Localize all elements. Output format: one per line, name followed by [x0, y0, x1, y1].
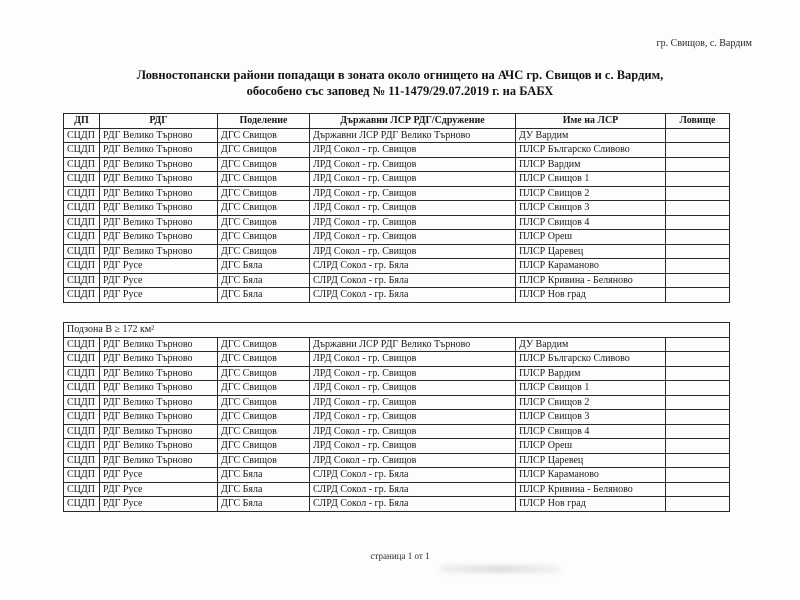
table-row — [64, 186, 730, 201]
cell-lsr-name: ДУ Вардим — [516, 337, 666, 352]
cell-lsr-name: ПЛСР Свищов 1 — [516, 381, 666, 396]
cell-rdg: РДГ Велико Търново — [100, 366, 218, 381]
cell-lsr-name: ПЛСР Свищов 3 — [516, 201, 666, 216]
subzone-header-row — [64, 323, 730, 338]
header-rdg: РДГ — [100, 114, 218, 129]
cell-dp: СЦДП — [64, 244, 100, 259]
cell-rdg: РДГ Русе — [100, 468, 218, 483]
cell-state-lsr: Държавни ЛСР РДГ Велико Търново — [310, 337, 516, 352]
cell-lovishte — [666, 410, 730, 425]
cell-rdg: РДГ Русе — [100, 482, 218, 497]
cell-lsr-name: ПЛСР Вардим — [516, 366, 666, 381]
title-line-2: обособено със заповед № 11-1479/29.07.2019 г. на БАБХ — [246, 84, 554, 98]
cell-lsr-name: ПЛСР Караманово — [516, 259, 666, 274]
cell-lsr-name: ПЛСР Свищов 1 — [516, 172, 666, 187]
cell-state-lsr: СЛРД Сокол - гр. Бяла — [310, 273, 516, 288]
cell-rdg: РДГ Велико Търново — [100, 186, 218, 201]
table-row — [64, 468, 730, 483]
cell-state-lsr: ЛРД Сокол - гр. Свищов — [310, 244, 516, 259]
cell-lovishte — [666, 157, 730, 172]
cell-podelenie: ДГС Свищов — [218, 352, 310, 367]
cell-rdg: РДГ Русе — [100, 497, 218, 512]
cell-dp: СЦДП — [64, 230, 100, 245]
cell-lovishte — [666, 497, 730, 512]
cell-lsr-name: ПЛСР Свищов 2 — [516, 395, 666, 410]
cell-lsr-name: ПЛСР Българско Сливово — [516, 352, 666, 367]
cell-dp: СЦДП — [64, 143, 100, 158]
cell-lsr-name: ПЛСР Свищов 4 — [516, 215, 666, 230]
cell-podelenie: ДГС Свищов — [218, 366, 310, 381]
cell-podelenie: ДГС Свищов — [218, 157, 310, 172]
table-row — [64, 143, 730, 158]
cell-podelenie: ДГС Бяла — [218, 468, 310, 483]
cell-rdg: РДГ Велико Търново — [100, 439, 218, 454]
cell-podelenie: ДГС Свищов — [218, 230, 310, 245]
hunting-areas-table — [63, 113, 730, 303]
table-row — [64, 273, 730, 288]
cell-state-lsr: СЛРД Сокол - гр. Бяла — [310, 497, 516, 512]
cell-podelenie: ДГС Свищов — [218, 337, 310, 352]
cell-lovishte — [666, 395, 730, 410]
table-row — [64, 337, 730, 352]
cell-rdg: РДГ Велико Търново — [100, 143, 218, 158]
cell-state-lsr: ЛРД Сокол - гр. Свищов — [310, 157, 516, 172]
cell-state-lsr: Държавни ЛСР РДГ Велико Търново — [310, 128, 516, 143]
header-state-lsr: Държавни ЛСР РДГ/Сдружение — [310, 114, 516, 129]
cell-podelenie: ДГС Бяла — [218, 259, 310, 274]
cell-dp: СЦДП — [64, 395, 100, 410]
cell-state-lsr: ЛРД Сокол - гр. Свищов — [310, 381, 516, 396]
cell-dp: СЦДП — [64, 366, 100, 381]
cell-rdg: РДГ Велико Търново — [100, 244, 218, 259]
cell-dp: СЦДП — [64, 201, 100, 216]
cell-rdg: РДГ Русе — [100, 259, 218, 274]
cell-dp: СЦДП — [64, 186, 100, 201]
cell-dp: СЦДП — [64, 381, 100, 396]
cell-state-lsr: ЛРД Сокол - гр. Свищов — [310, 424, 516, 439]
cell-podelenie: ДГС Свищов — [218, 201, 310, 216]
cell-dp: СЦДП — [64, 352, 100, 367]
cell-lovishte — [666, 273, 730, 288]
cell-rdg: РДГ Велико Търново — [100, 157, 218, 172]
table-row — [64, 230, 730, 245]
cell-rdg: РДГ Велико Търново — [100, 215, 218, 230]
cell-lsr-name: ПЛСР Свищов 2 — [516, 186, 666, 201]
document-title — [60, 67, 740, 99]
cell-lovishte — [666, 201, 730, 216]
cell-lovishte — [666, 337, 730, 352]
table-row — [64, 201, 730, 216]
table-row — [64, 439, 730, 454]
cell-rdg: РДГ Велико Търново — [100, 381, 218, 396]
cell-podelenie: ДГС Бяла — [218, 288, 310, 303]
cell-podelenie: ДГС Свищов — [218, 143, 310, 158]
cell-rdg: РДГ Велико Търново — [100, 172, 218, 187]
cell-state-lsr: ЛРД Сокол - гр. Свищов — [310, 186, 516, 201]
cell-podelenie: ДГС Свищов — [218, 453, 310, 468]
cell-podelenie: ДГС Свищов — [218, 186, 310, 201]
cell-lsr-name: ДУ Вардим — [516, 128, 666, 143]
cell-dp: СЦДП — [64, 172, 100, 187]
cell-lsr-name: ПЛСР Кривина - Беляново — [516, 482, 666, 497]
cell-state-lsr: ЛРД Сокол - гр. Свищов — [310, 215, 516, 230]
cell-rdg: РДГ Велико Търново — [100, 201, 218, 216]
cell-lovishte — [666, 381, 730, 396]
cell-lsr-name: ПЛСР Царевец — [516, 244, 666, 259]
cell-lovishte — [666, 186, 730, 201]
cell-dp: СЦДП — [64, 468, 100, 483]
cell-podelenie: ДГС Свищов — [218, 439, 310, 454]
table-row — [64, 288, 730, 303]
cell-state-lsr: СЛРД Сокол - гр. Бяла — [310, 482, 516, 497]
cell-dp: СЦДП — [64, 453, 100, 468]
table-row — [64, 482, 730, 497]
cell-lovishte — [666, 352, 730, 367]
cell-lovishte — [666, 143, 730, 158]
cell-lovishte — [666, 453, 730, 468]
cell-lsr-name: ПЛСР Кривина - Беляново — [516, 273, 666, 288]
cell-lovishte — [666, 172, 730, 187]
table-row — [64, 453, 730, 468]
cell-state-lsr: ЛРД Сокол - гр. Свищов — [310, 230, 516, 245]
cell-podelenie: ДГС Бяла — [218, 273, 310, 288]
cell-dp: СЦДП — [64, 482, 100, 497]
cell-state-lsr: СЛРД Сокол - гр. Бяла — [310, 468, 516, 483]
cell-lsr-name: ПЛСР Свищов 3 — [516, 410, 666, 425]
table-row — [64, 395, 730, 410]
table-row — [64, 244, 730, 259]
cell-lsr-name: ПЛСР Ореш — [516, 230, 666, 245]
subzone-title: Подзона В ≥ 172 км² — [64, 323, 730, 338]
cell-lsr-name: ПЛСР Българско Сливово — [516, 143, 666, 158]
cell-lovishte — [666, 128, 730, 143]
location-label: гр. Свищов, с. Вардим — [656, 38, 752, 49]
cell-rdg: РДГ Велико Търново — [100, 395, 218, 410]
cell-podelenie: ДГС Свищов — [218, 395, 310, 410]
cell-dp: СЦДП — [64, 215, 100, 230]
header-podelenie: Поделение — [218, 114, 310, 129]
table-row — [64, 381, 730, 396]
cell-lovishte — [666, 366, 730, 381]
cell-rdg: РДГ Велико Търново — [100, 128, 218, 143]
cell-state-lsr: ЛРД Сокол - гр. Свищов — [310, 352, 516, 367]
cell-state-lsr: ЛРД Сокол - гр. Свищов — [310, 366, 516, 381]
cell-rdg: РДГ Велико Търново — [100, 453, 218, 468]
cell-lovishte — [666, 424, 730, 439]
cell-podelenie: ДГС Свищов — [218, 128, 310, 143]
header-lovishte: Ловище — [666, 114, 730, 129]
cell-rdg: РДГ Русе — [100, 273, 218, 288]
cell-state-lsr: ЛРД Сокол - гр. Свищов — [310, 453, 516, 468]
cell-dp: СЦДП — [64, 128, 100, 143]
cell-state-lsr: СЛРД Сокол - гр. Бяла — [310, 288, 516, 303]
cell-podelenie: ДГС Бяла — [218, 497, 310, 512]
cell-lsr-name: ПЛСР Вардим — [516, 157, 666, 172]
cell-dp: СЦДП — [64, 259, 100, 274]
cell-dp: СЦДП — [64, 439, 100, 454]
scan-smudge — [440, 565, 560, 573]
cell-state-lsr: ЛРД Сокол - гр. Свищов — [310, 439, 516, 454]
cell-dp: СЦДП — [64, 337, 100, 352]
header-lsr-name: Име на ЛСР — [516, 114, 666, 129]
table-row — [64, 352, 730, 367]
cell-podelenie: ДГС Свищов — [218, 381, 310, 396]
table-row — [64, 366, 730, 381]
cell-rdg: РДГ Велико Търново — [100, 352, 218, 367]
table-row — [64, 497, 730, 512]
cell-dp: СЦДП — [64, 273, 100, 288]
cell-lovishte — [666, 215, 730, 230]
cell-lovishte — [666, 468, 730, 483]
table-row — [64, 259, 730, 274]
cell-podelenie: ДГС Свищов — [218, 424, 310, 439]
cell-podelenie: ДГС Свищов — [218, 215, 310, 230]
cell-podelenie: ДГС Свищов — [218, 410, 310, 425]
table-header-row — [64, 114, 730, 129]
cell-rdg: РДГ Велико Търново — [100, 337, 218, 352]
cell-lovishte — [666, 482, 730, 497]
cell-podelenie: ДГС Бяла — [218, 482, 310, 497]
cell-podelenie: ДГС Свищов — [218, 172, 310, 187]
cell-state-lsr: ЛРД Сокол - гр. Свищов — [310, 201, 516, 216]
cell-dp: СЦДП — [64, 157, 100, 172]
cell-rdg: РДГ Велико Търново — [100, 410, 218, 425]
cell-lsr-name: ПЛСР Ореш — [516, 439, 666, 454]
cell-lovishte — [666, 288, 730, 303]
cell-dp: СЦДП — [64, 424, 100, 439]
table-body — [64, 337, 730, 511]
cell-lsr-name: ПЛСР Царевец — [516, 453, 666, 468]
cell-rdg: РДГ Велико Търново — [100, 230, 218, 245]
table-row — [64, 128, 730, 143]
cell-lsr-name: ПЛСР Нов град — [516, 288, 666, 303]
table-row — [64, 410, 730, 425]
table-row — [64, 172, 730, 187]
subzone-table — [63, 322, 730, 512]
cell-state-lsr: ЛРД Сокол - гр. Свищов — [310, 172, 516, 187]
cell-state-lsr: СЛРД Сокол - гр. Бяла — [310, 259, 516, 274]
table-row — [64, 157, 730, 172]
cell-podelenie: ДГС Свищов — [218, 244, 310, 259]
header-dp: ДП — [64, 114, 100, 129]
cell-rdg: РДГ Русе — [100, 288, 218, 303]
cell-dp: СЦДП — [64, 410, 100, 425]
table-row — [64, 215, 730, 230]
cell-lovishte — [666, 439, 730, 454]
cell-dp: СЦДП — [64, 288, 100, 303]
cell-lsr-name: ПЛСР Караманово — [516, 468, 666, 483]
page-number: страница 1 от 1 — [370, 551, 430, 561]
cell-lsr-name: ПЛСР Свищов 4 — [516, 424, 666, 439]
cell-lsr-name: ПЛСР Нов град — [516, 497, 666, 512]
cell-lovishte — [666, 244, 730, 259]
cell-rdg: РДГ Велико Търново — [100, 424, 218, 439]
cell-lovishte — [666, 259, 730, 274]
title-line-1: Ловностопански райони попадащи в зоната около огнището на АЧС гр. Свищов и с. Вардим, — [136, 68, 664, 82]
cell-state-lsr: ЛРД Сокол - гр. Свищов — [310, 143, 516, 158]
table-body — [64, 128, 730, 302]
cell-dp: СЦДП — [64, 497, 100, 512]
cell-state-lsr: ЛРД Сокол - гр. Свищов — [310, 395, 516, 410]
cell-state-lsr: ЛРД Сокол - гр. Свищов — [310, 410, 516, 425]
table-row — [64, 424, 730, 439]
cell-lovishte — [666, 230, 730, 245]
